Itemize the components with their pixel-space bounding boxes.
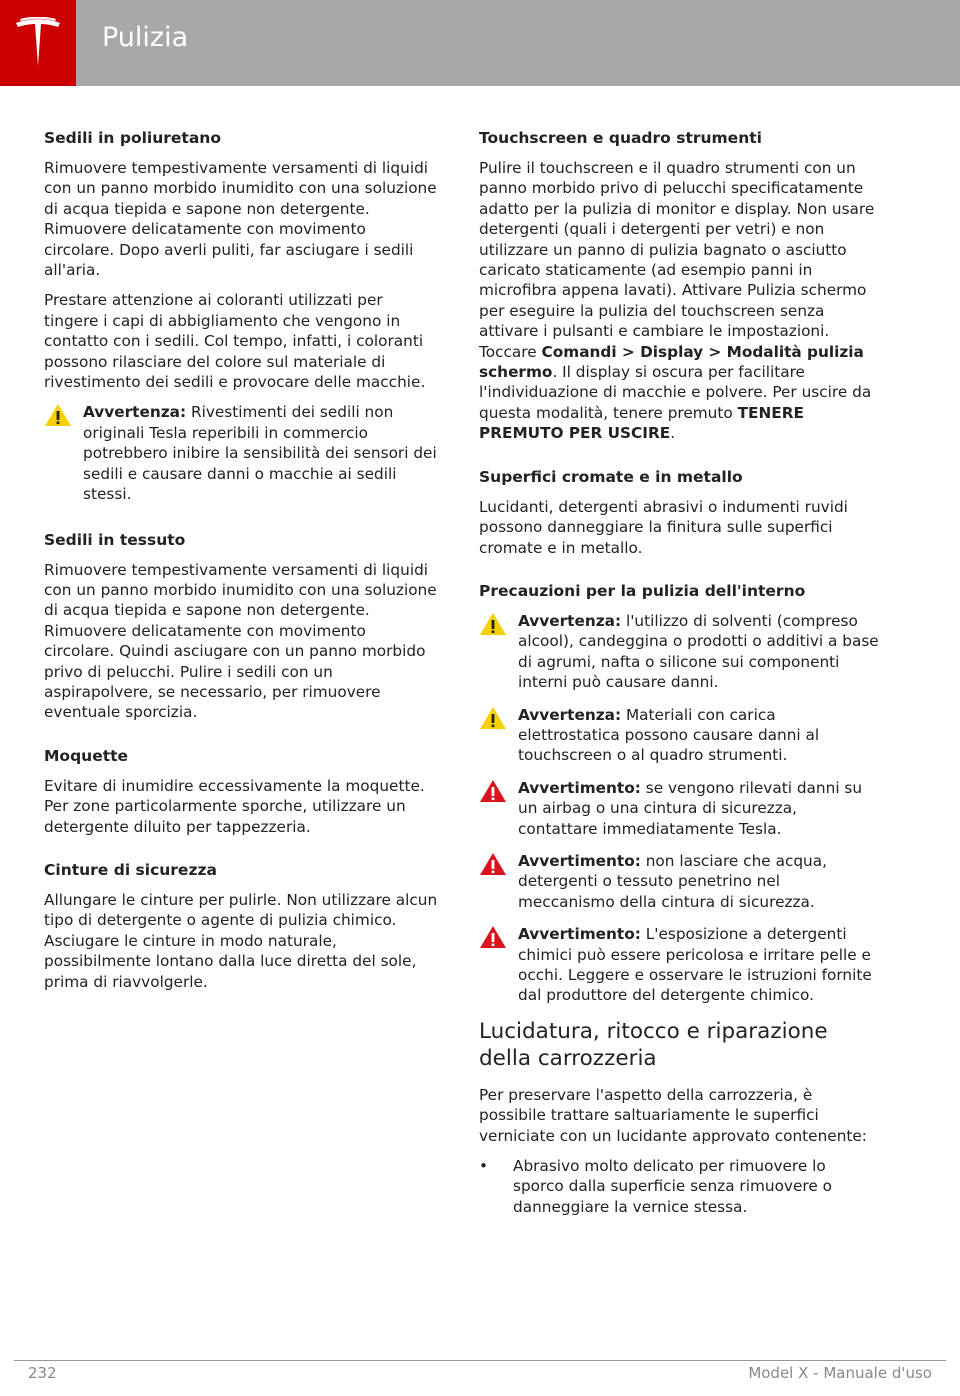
paragraph-touchscreen [479, 158, 879, 444]
manual-title: Model X - Manuale d'uso [748, 1364, 932, 1382]
text: Pulire il touchscreen e il quadro strumenti con un panno morbido privo di pelucchi specificatamente adatto per la pulizia di monitor e display. Non usare detergenti (quali i detergenti per vetri) e non utilizzare un panno di pulizia bagnato o asciutto caricato staticamente (ad esempio panni in microfibra appena lavati). Attivare Pulizia schermo per eseguire la pulizia del touchscreen senza attivare i pulsanti e cambiare le impostazioni. Toccare [479, 159, 875, 361]
warning-label: Avvertenza: [518, 705, 622, 724]
warning-note [479, 705, 879, 766]
footer-divider [14, 1360, 946, 1361]
paragraph: Allungare le cinture per pulirle. Non utilizzare alcun tipo di detergente o agente di pulizia chimico. Asciugare le cinture in modo naturale, possibilmente lontano dalla luce diretta del sole, prima di riavvolgerle. [44, 890, 438, 991]
caution-note [479, 851, 879, 912]
warning-yellow-icon [479, 612, 507, 636]
warning-note [479, 611, 879, 693]
warning-label: Avvertenza: [518, 611, 622, 630]
caution-label: Avvertimento: [518, 851, 641, 870]
heading-touchscreen: Touchscreen e quadro strumenti [479, 129, 762, 147]
heading-tessuto: Sedili in tessuto [44, 530, 186, 549]
warning-text: l'utilizzo di solventi (compreso alcool), candeggina o prodotti o additivi a base di agrumi, nafta o silicone sui componenti interni può causare danni. [518, 611, 879, 692]
warning-label: Avvertenza: [83, 403, 187, 422]
section-title: Pulizia [102, 22, 189, 53]
left-column [44, 128, 440, 1002]
warning-note [44, 402, 440, 504]
caution-note [479, 778, 879, 839]
heading-cromate: Superfici cromate e in metallo [479, 467, 743, 486]
heading-lucidatura: Lucidatura, ritocco e riparazione della carrozzeria [479, 1018, 828, 1071]
paragraph: Rimuovere tempestivamente versamenti di liquidi con un panno morbido inumidito con una soluzione di acqua tiepida e sapone non detergente. Rimuovere delicatamente con movimento circolare. Dopo averli puliti, far asciugare i sedili all'aria. [44, 159, 437, 280]
heading-precauzioni: Precauzioni per la pulizia dell'interno [479, 581, 806, 600]
caution-text: L'esposizione a detergenti chimici può essere pericolosa e irritare pelle e occhi. Leggere e osservare le istruzioni fornite dal produttore del detergente chimico. [518, 925, 872, 1005]
warning-text: Rivestimenti dei sedili non originali Tesla reperibili in commercio potrebbero inibire la sensibilità dei sensori dei sedili e causare danni o macchie ai sedili stessi. [83, 403, 437, 504]
text: . [670, 424, 676, 443]
tesla-logo-icon [14, 17, 62, 69]
warning-red-icon [479, 779, 507, 803]
page-number: 232 [28, 1364, 57, 1382]
page-header [0, 0, 960, 86]
warning-text: Materiali con carica elettrostatica possono causare danni al touchscreen o al quadro strumenti. [518, 705, 820, 765]
bullet-mark: • [479, 1157, 489, 1176]
caution-text: non lasciare che acqua, detergenti o tessuto penetrino nel meccanismo della cintura di sicurezza. [518, 851, 827, 911]
caution-label: Avvertimento: [518, 778, 641, 797]
warning-yellow-icon [44, 403, 72, 427]
paragraph: Evitare di inumidire eccessivamente la moquette. Per zone particolarmente sporche, utilizzare un detergente diluito per tappezzeria. [44, 776, 425, 836]
paragraph: Rimuovere tempestivamente versamenti di liquidi con un panno morbido inumidito con una soluzione di acqua tiepida e sapone non detergente. Rimuovere delicatamente con movimento circolare. Quindi asciugare con un panno morbido privo di pelucchi. Pulire i sedili con un aspirapolvere, se necessario, per rimuovere eventuale sporcizia. [44, 560, 437, 722]
warning-red-icon [479, 925, 507, 949]
caution-text: se vengono rilevati danni su un airbag o una cintura di sicurezza, contattare immediatamente Tesla. [518, 778, 863, 838]
warning-yellow-icon [479, 706, 507, 730]
heading-moquette: Moquette [44, 746, 129, 765]
paragraph: Lucidanti, detergenti abrasivi o indumenti ruvidi possono danneggiare la finitura sulle superfici cromate e in metallo. [479, 497, 848, 557]
heading-cinture: Cinture di sicurezza [44, 860, 217, 879]
caution-note [479, 924, 879, 1006]
right-column [479, 128, 879, 1217]
list-item-text: Abrasivo molto delicato per rimuovere lo sporco dalla superficie senza rimuovere o danneggiare la vernice stessa. [513, 1157, 832, 1216]
text: . Il display si oscura per facilitare l'individuazione di macchie e polvere. Per uscire da questa modalità, tenere premuto [479, 363, 872, 422]
heading-poliuretano: Sedili in poliuretano [44, 129, 221, 147]
list-item [479, 1156, 879, 1217]
warning-red-icon [479, 852, 507, 876]
caution-label: Avvertimento: [518, 925, 641, 944]
hold-to-exit-label: TENERE PREMUTO PER USCIRE [479, 403, 804, 443]
tesla-logo [0, 0, 76, 86]
paragraph: Prestare attenzione ai coloranti utilizzati per tingere i capi di abbigliamento che vengono in contatto con i sedili. Col tempo, infatti, i coloranti possono rilasciare del colore sul materiale di rivestimento dei sedili e provocare delle macchie. [44, 291, 426, 392]
menu-path: Comandi > Display > Modalità pulizia schermo [479, 342, 864, 382]
paragraph: Per preservare l'aspetto della carrozzeria, è possibile trattare saltuariamente le superfici verniciate con un lucidante approvato contenente: [479, 1085, 867, 1145]
